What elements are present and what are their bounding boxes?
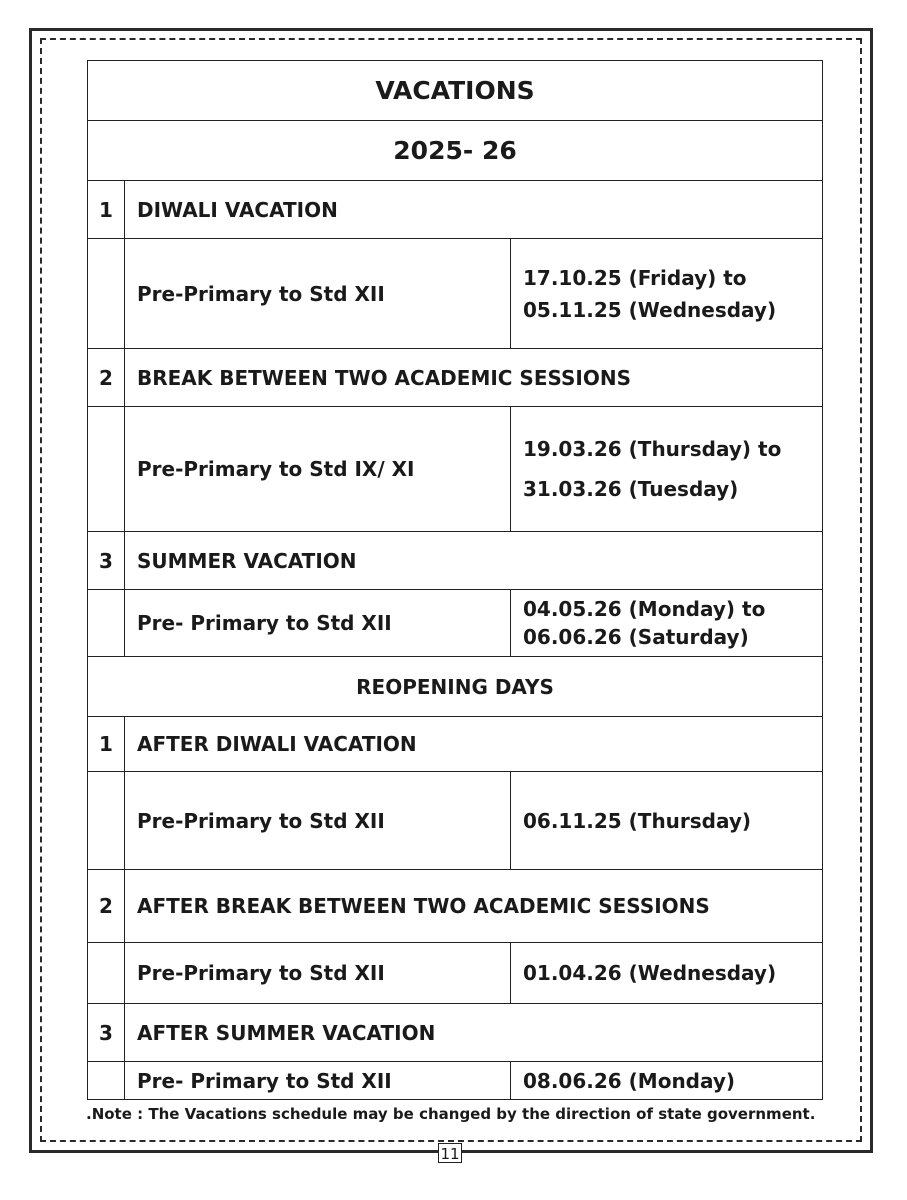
academic-year: 2025- 26 [88,121,823,181]
detail-row [88,772,823,870]
classes-cell: Pre-Primary to Std XII [125,772,511,870]
section-heading: DIWALI VACATION [125,181,823,239]
detail-row [88,407,823,532]
section-heading-row [88,181,823,239]
date-start: 17.10.25 (Friday) to [523,265,747,290]
row-number: 1 [88,181,125,239]
section-heading-row [88,1004,823,1062]
date-end: 06.06.26 (Saturday) [523,625,749,649]
table-title: VACATIONS [88,61,823,121]
date-end: 31.03.26 (Tuesday) [523,477,739,501]
section-heading-row [88,717,823,772]
date-cell: 06.11.25 (Thursday) [511,772,823,870]
reopening-title: REOPENING DAYS [88,657,823,717]
date-cell: 08.06.26 (Monday) [511,1062,823,1100]
date-cell [511,590,823,657]
row-number: 2 [88,349,125,407]
section-heading: AFTER DIWALI VACATION [125,717,823,772]
vacations-table [87,60,823,1100]
section-heading-row [88,870,823,943]
detail-row [88,590,823,657]
detail-row [88,1062,823,1100]
title-row [88,61,823,121]
row-number: 2 [88,870,125,943]
detail-row [88,943,823,1004]
section-heading: SUMMER VACATION [125,532,823,590]
date-cell [511,239,823,349]
row-number: 1 [88,717,125,772]
date-start: 04.05.26 (Monday) to [523,597,766,621]
date-cell [511,407,823,532]
classes-cell: Pre-Primary to Std XII [125,943,511,1004]
detail-row [88,239,823,349]
date-cell: 01.04.26 (Wednesday) [511,943,823,1004]
row-number: 3 [88,532,125,590]
date-end: 05.11.25 (Wednesday) [523,297,777,322]
section-heading-row [88,349,823,407]
date-start: 19.03.26 (Thursday) to [523,437,782,461]
classes-cell: Pre-Primary to Std XII [125,239,511,349]
section-heading-row [88,532,823,590]
footnote: .Note : The Vacations schedule may be changed by the direction of state government. [86,1105,816,1123]
year-row [88,121,823,181]
page-number: 11 [438,1143,462,1163]
row-number: 3 [88,1004,125,1062]
reopening-title-row [88,657,823,717]
section-heading: AFTER SUMMER VACATION [125,1004,823,1062]
classes-cell: Pre-Primary to Std IX/ XI [125,407,511,532]
classes-cell: Pre- Primary to Std XII [125,590,511,657]
section-heading: BREAK BETWEEN TWO ACADEMIC SESSIONS [125,349,823,407]
classes-cell: Pre- Primary to Std XII [125,1062,511,1100]
section-heading: AFTER BREAK BETWEEN TWO ACADEMIC SESSIONS [125,870,823,943]
